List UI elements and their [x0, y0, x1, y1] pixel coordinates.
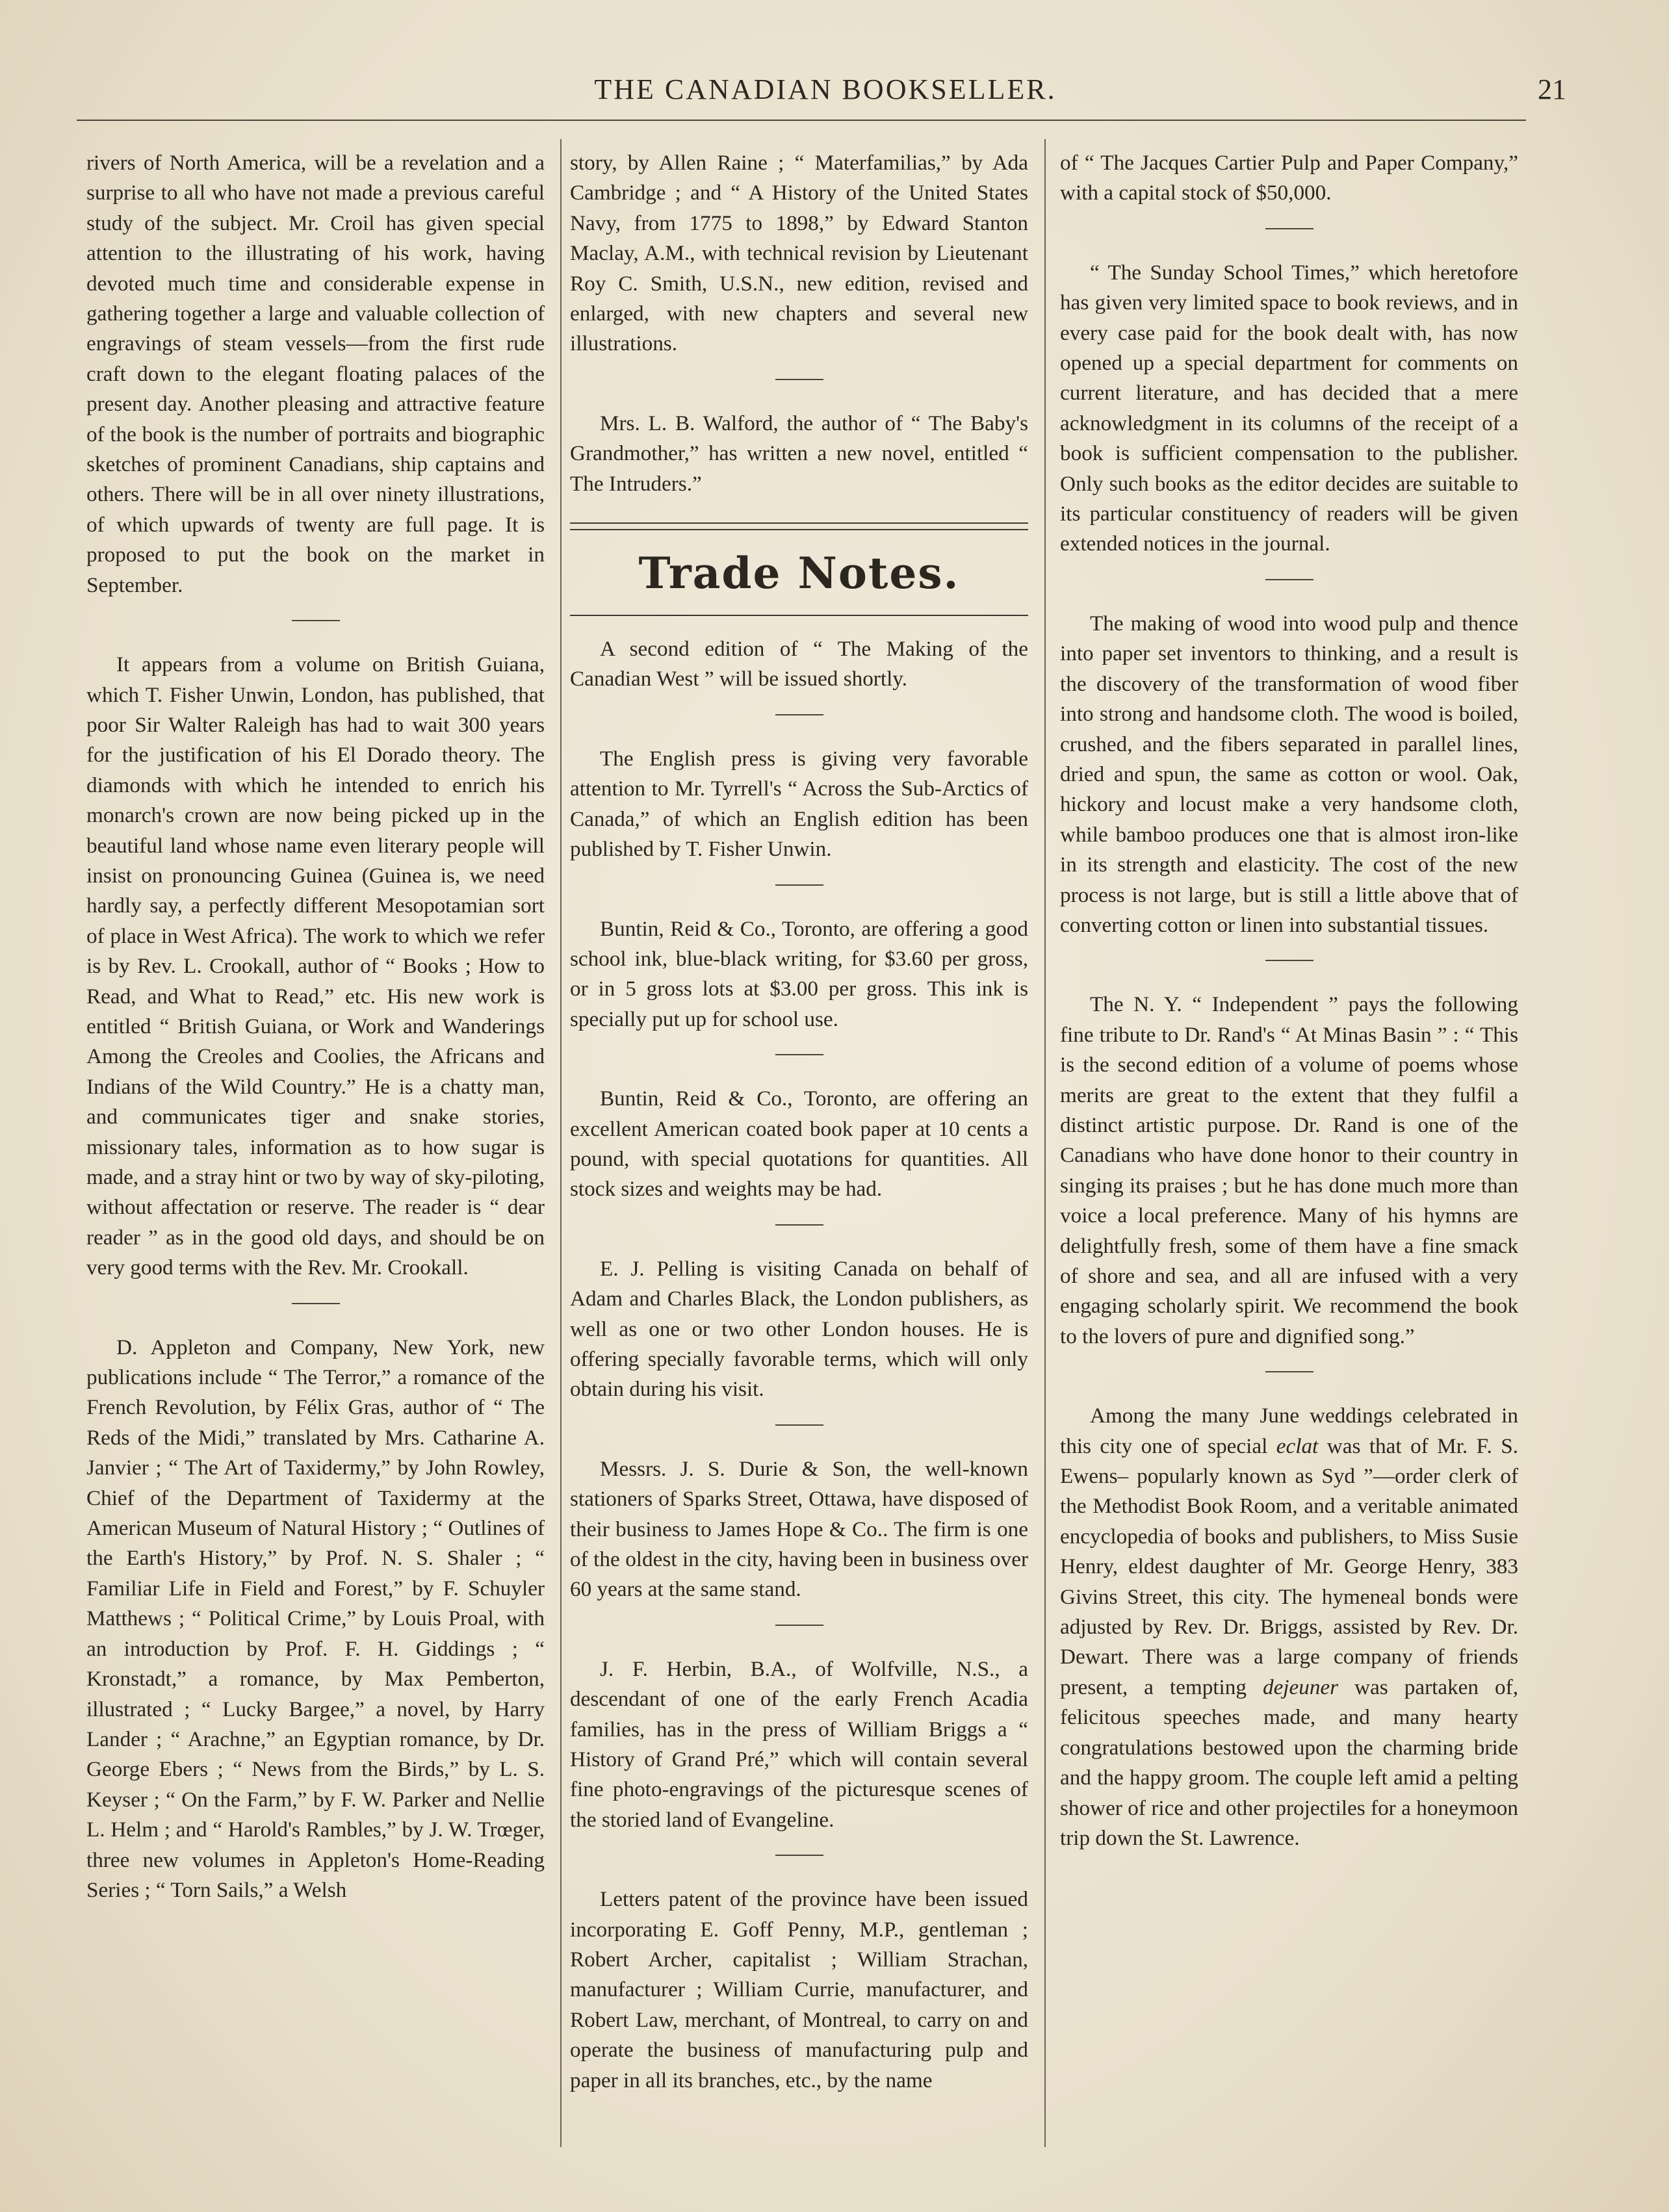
paragraph-divider [1265, 960, 1313, 961]
trade-note: J. F. Herbin, B.A., of Wolfville, N.S., a descendant of one of the early French Acadia families, has in the press of William Briggs a “ History of Grand Pré,” which will contain several fine photo-engravings of the picturesque scenes of the storied land of Evangeline. [570, 1656, 1028, 1832]
trade-note: The English press is giving very favorable attention to Mr. Tyrrell's “ Across the Sub-Arctics of Canada,” of which an English edition has been published by T. Fisher Unwin. [570, 746, 1028, 862]
header-rule [77, 120, 1526, 121]
paragraph-divider [775, 1054, 823, 1055]
paragraph-divider [775, 379, 823, 380]
trade-note: Letters patent of the province have been issued incorporating E. Goff Penny, M.P., gentleman ; Robert Archer, capitalist ; William Strachan, manufacturer ; William Currie, manufacturer, and Robert Law, merchant, of Montreal, to carry on and operate the business of manufacturing pulp and paper in all its branches, etc., by the name [570, 1887, 1028, 2092]
section-heading: Trade Notes. [638, 548, 960, 599]
column-2 [570, 148, 1028, 2150]
paragraph-divider [292, 620, 340, 621]
paragraph-divider [775, 1224, 823, 1226]
paragraph-divider [1265, 1371, 1313, 1372]
paragraph-divider [292, 1303, 340, 1304]
paragraph: rivers of North America, will be a revelation and a surprise to all who have not made a previous careful study of the subject. Mr. Croil has given special attention to the illustrating of his work, having devoted much time and considerable expense in gathering together a large and valuable collection of engravings of steam vessels—from the first rude craft down to the elegant floating palaces of the present day. Another pleasing and attractive feature of the book is the number of portraits and biographic sketches of prominent Canadians, ship captains and others. There will be in all over ninety illustrations, of which upwards of twenty are full page. It is proposed to put the book on the market in September. [86, 151, 545, 597]
paragraph-divider [775, 1424, 823, 1426]
trade-note: A second edition of “ The Making of the Canadian West ” will be issued shortly. [570, 637, 1028, 691]
paragraph: The making of wood into wood pulp and thence into paper set inventors to thinking, and a result is the discovery of the transformation of wood fiber into strong and handsome cloth. The wood is boiled, crushed, and the fibers separated in parallel lines, dried and spun, the same as cotton or wool. Oak, hickory and locust make a very handsome cloth, while bamboo produces one that is almost iron-like in its strength and elasticity. The cost of the new process is not large, but is still a little above that of converting cotton or linen into substantial tissues. [1060, 611, 1518, 937]
italic-word: eclat [1276, 1434, 1319, 1458]
publication-title: THE CANADIAN BOOKSELLER. [594, 73, 1057, 105]
paragraph-divider [775, 1855, 823, 1856]
paragraph: “ The Sunday School Times,” which heretofore has given very limited space to book reviews, and in every case paid for the book dealt with, has now opened up a special department for comments on current literature, and has decided that a mere acknowledgment in its columns of the receipt of a book is sufficient compensation to the publisher. Only such books as the editor decides are suitable to its particular constituency of readers will be given extended notices in the journal. [1060, 260, 1518, 556]
heading-double-rule [570, 522, 1028, 530]
heading-rule [570, 615, 1028, 616]
text-run: Among the many June weddings celebrated in this city one of special [1060, 1404, 1518, 1458]
text-run: was partaken of, felicitous speeches made, and many hearty congratulations bestowed upon the charming bride and the happy groom. The couple left amid a pelting shower of rice and other projectiles for a honeymoon trip down the St. Lawrence. [1060, 1675, 1518, 1850]
paragraph: It appears from a volume on British Guiana, which T. Fisher Unwin, London, has published, that poor Sir Walter Raleigh has had to wait 300 years for the justification of his El Dorado theory. The diamonds with which he intended to enrich his monarch's crown are now being picked up in the beautiful land whose name even literary people will insist on pronouncing Guinea (Guinea is, we need hardly say, a perfectly different Mesopotamian sort of place in West Africa). The work to which we refer is by Rev. L. Crookall, author of “ Books ; How to Read, and What to Read,” etc. His new work is entitled “ British Guiana, or Work and Wanderings Among the Creoles and Coolies, the Africans and Indians of the Wild Country.” He is a chatty man, and communicates tiger and snake stories, missionary tales, information as to how sugar is made, and a stray hint or two by way of sky-piloting, without affectation or reserve. The reader is “ dear reader ” as in the good old days, and should be on very good terms with the Rev. Mr. Crookall. [86, 652, 545, 1280]
paragraph [1060, 1401, 1518, 1853]
column-3 [1060, 148, 1518, 2150]
paragraph-divider [775, 884, 823, 886]
column-1 [86, 148, 545, 2150]
running-header [78, 73, 1573, 125]
text-run: was that of Mr. F. S. Ewens– popularly known as Syd ”—order clerk of the Methodist Book Room, and a veritable animated encyclopedia of books and publishers, to Miss Susie Henry, eldest daughter of Mr. George Henry, 383 Givins Street, this city. The hymeneal bonds were adjusted by Rev. Dr. Briggs, assisted by Rev. Dr. Dewart. There was a large company of friends present, a tempting [1060, 1434, 1519, 1699]
paragraph: D. Appleton and Company, New York, new publications include “ The Terror,” a romance of the French Revolution, by Félix Gras, author of “ The Reds of the Midi,” translated by Mrs. Catharine A. Janvier ; “ The Art of Taxidermy,” by John Rowley, Chief of the Department of Taxidermy at the American Museum of Natural History ; “ Outlines of the Earth's History,” by Prof. N. S. Shaler ; “ Familiar Life in Field and Forest,” by F. Schuyler Matthews ; “ Political Crime,” by Louis Proal, with an introduction by Prof. F. H. Giddings ; “ Kronstadt,” a romance, by Max Pemberton, illustrated ; “ Lucky Bargee,” a novel, by Harry Lander ; “ Arachne,” an Egyptian romance, by Dr. George Ebers ; “ News from the Birds,” by L. S. Keyser ; “ On the Farm,” by F. W. Parker and Nellie L. Helm ; and “ Harold's Rambles,” by J. W. Trœger, three new volumes in Appleton's Home-Reading Series ; “ Torn Sails,” a Welsh [86, 1335, 545, 1902]
trade-note: Buntin, Reid & Co., Toronto, are offering an excellent American coated book paper at 10 cents a pound, with special quotations for quantities. All stock sizes and weights may be had. [570, 1087, 1028, 1202]
paragraph-divider [775, 1625, 823, 1626]
column-separator [560, 139, 562, 2147]
page-number: 21 [1538, 73, 1566, 105]
trade-note: Messrs. J. S. Durie & Son, the well-known stationers of Sparks Street, Ottawa, have disposed of their business to James Hope & Co.. The firm is one of the oldest in the city, having been in business over 60 years at the same stand. [570, 1456, 1028, 1602]
section-heading-block [570, 522, 1028, 616]
paragraph: of “ The Jacques Cartier Pulp and Paper Company,” with a capital stock of $50,000. [1060, 151, 1518, 205]
italic-word: dejeuner [1262, 1675, 1339, 1699]
paragraph-divider [1265, 228, 1313, 229]
paragraph: The N. Y. “ Independent ” pays the following fine tribute to Dr. Rand's “ At Minas Basin ” : “ This is the second edition of a volume of poems whose merits are great to the extent that they fulfil a distinct artistic purpose. Dr. Rand is one of the Canadians who have done honor to their country in singing its praises ; but he has done much more than voice a local preference. Many of his hymns are delightfully fresh, some of them have a fine smack of shore and sea, and all are infused with a very engaging scholarly spirit. We recommend the book to the lovers of pure and dignified song.” [1060, 992, 1518, 1348]
paragraph-divider [775, 714, 823, 715]
trade-note: E. J. Pelling is visiting Canada on behalf of Adam and Charles Black, the London publishers, as well as one or two other London houses. He is offering specially favorable terms, which will only obtain during his visit. [570, 1256, 1028, 1402]
trade-note: Buntin, Reid & Co., Toronto, are offering a good school ink, blue-black writing, for $3.60 per gross, or in 5 gross lots at $3.00 per gross. This ink is specially put up for school use. [570, 916, 1028, 1031]
paragraph: story, by Allen Raine ; “ Materfamilias,” by Ada Cambridge ; and “ A History of the United States Navy, from 1775 to 1898,” by Edward Stanton Maclay, A.M., with technical revision by Lieutenant Roy C. Smith, U.S.N., new edition, revised and enlarged, with new chapters and several new illustrations. [570, 151, 1028, 356]
paragraph-divider [1265, 579, 1313, 580]
column-separator [1044, 139, 1046, 2147]
paragraph: Mrs. L. B. Walford, the author of “ The Baby's Grandmother,” has written a new novel, entitled “ The Intruders.” [570, 411, 1028, 496]
